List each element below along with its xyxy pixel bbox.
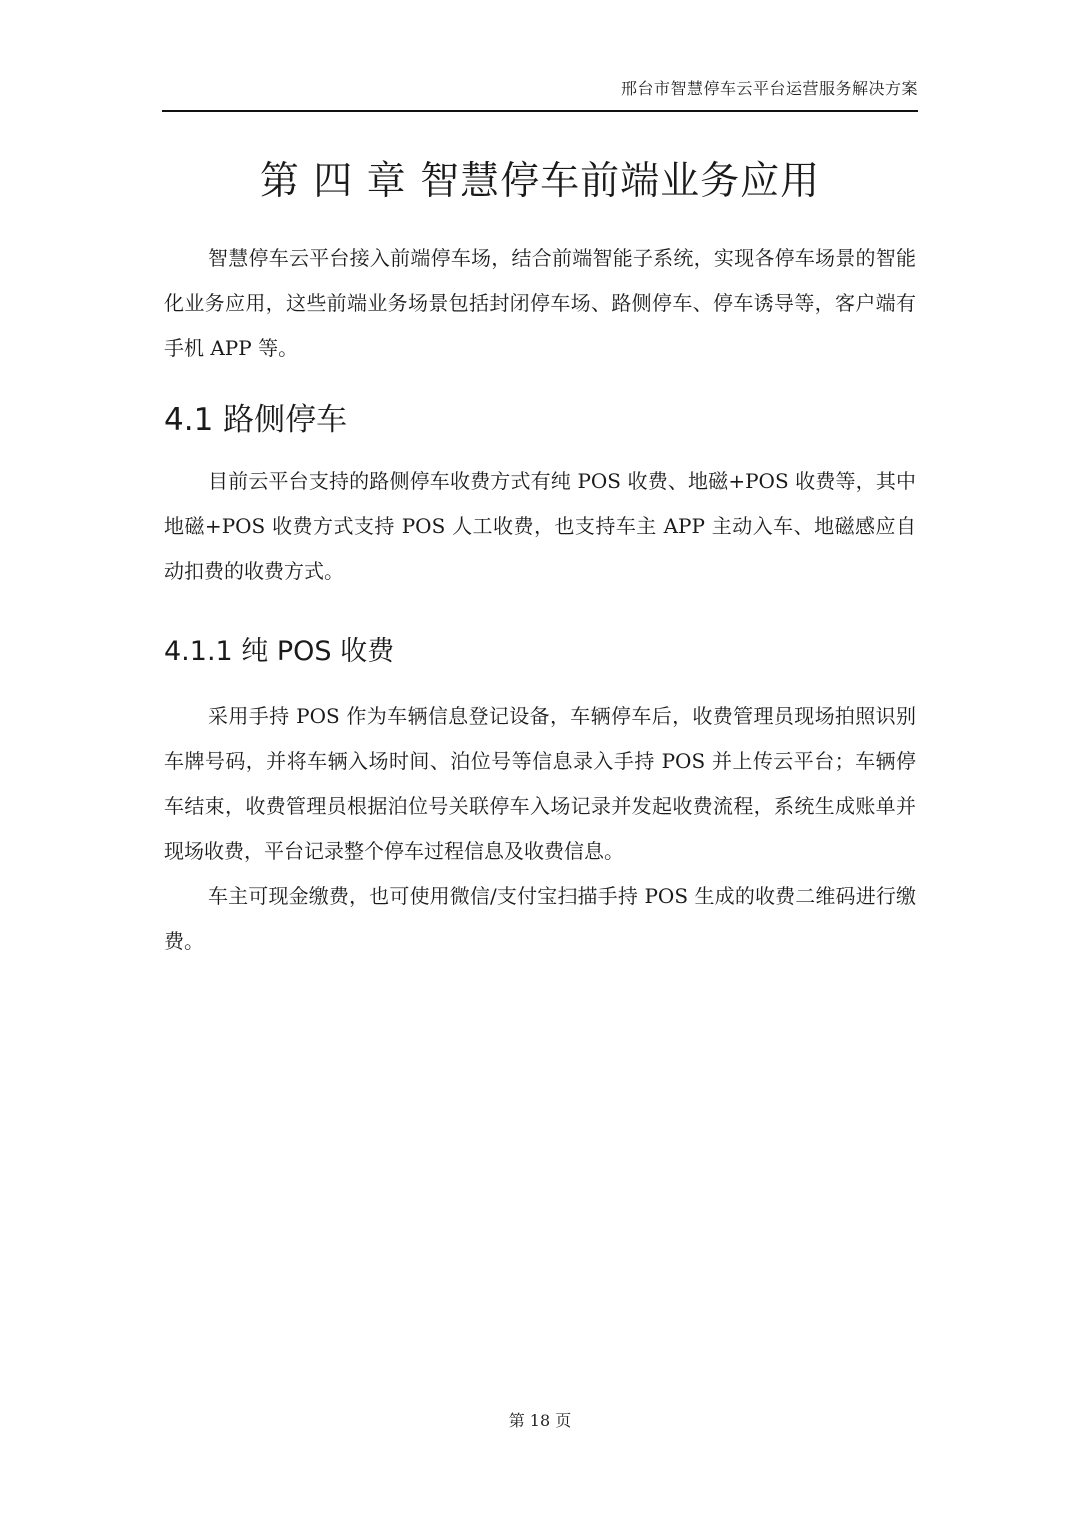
section-4-1-1-paragraph-1: 采用手持 POS 作为车辆信息登记设备，车辆停车后，收费管理员现场拍照识别车牌号码，并将车辆入场时间、泊位号等信息录入手持 POS 并上传云平台；车辆停车结束，收费管理员根据泊位号关联停车入场记录并发起收费流程，系统生成账单并现场收费，平台记录整个停车过程信息及收费信息。 [164, 704, 916, 863]
section-heading-4-1-1: 4.1.1 纯 POS 收费 [164, 636, 395, 667]
running-header: 邢台市智慧停车云平台运营服务解决方案 [620, 79, 918, 98]
chapter-intro-paragraph: 智慧停车云平台接入前端停车场，结合前端智能子系统，实现各停车场景的智能化业务应用，这些前端业务场景包括封闭停车场、路侧停车、停车诱导等，客户端有手机 APP 等。 [164, 246, 916, 360]
section-heading-4-1: 4.1 路侧停车 [164, 402, 348, 438]
section-4-1-paragraph: 目前云平台支持的路侧停车收费方式有纯 POS 收费、地磁+POS 收费等，其中地磁+POS 收费方式支持 POS 人工收费，也支持车主 APP 主动入车、地磁感应自动扣费的收费方式。 [164, 469, 916, 583]
page-number: 第 18 页 [508, 1411, 572, 1430]
chapter-title: 第 四 章 智慧停车前端业务应用 [259, 159, 821, 204]
header-divider [162, 110, 918, 112]
section-4-1-1-paragraph-2: 车主可现金缴费，也可使用微信/支付宝扫描手持 POS 生成的收费二维码进行缴费。 [164, 884, 916, 953]
